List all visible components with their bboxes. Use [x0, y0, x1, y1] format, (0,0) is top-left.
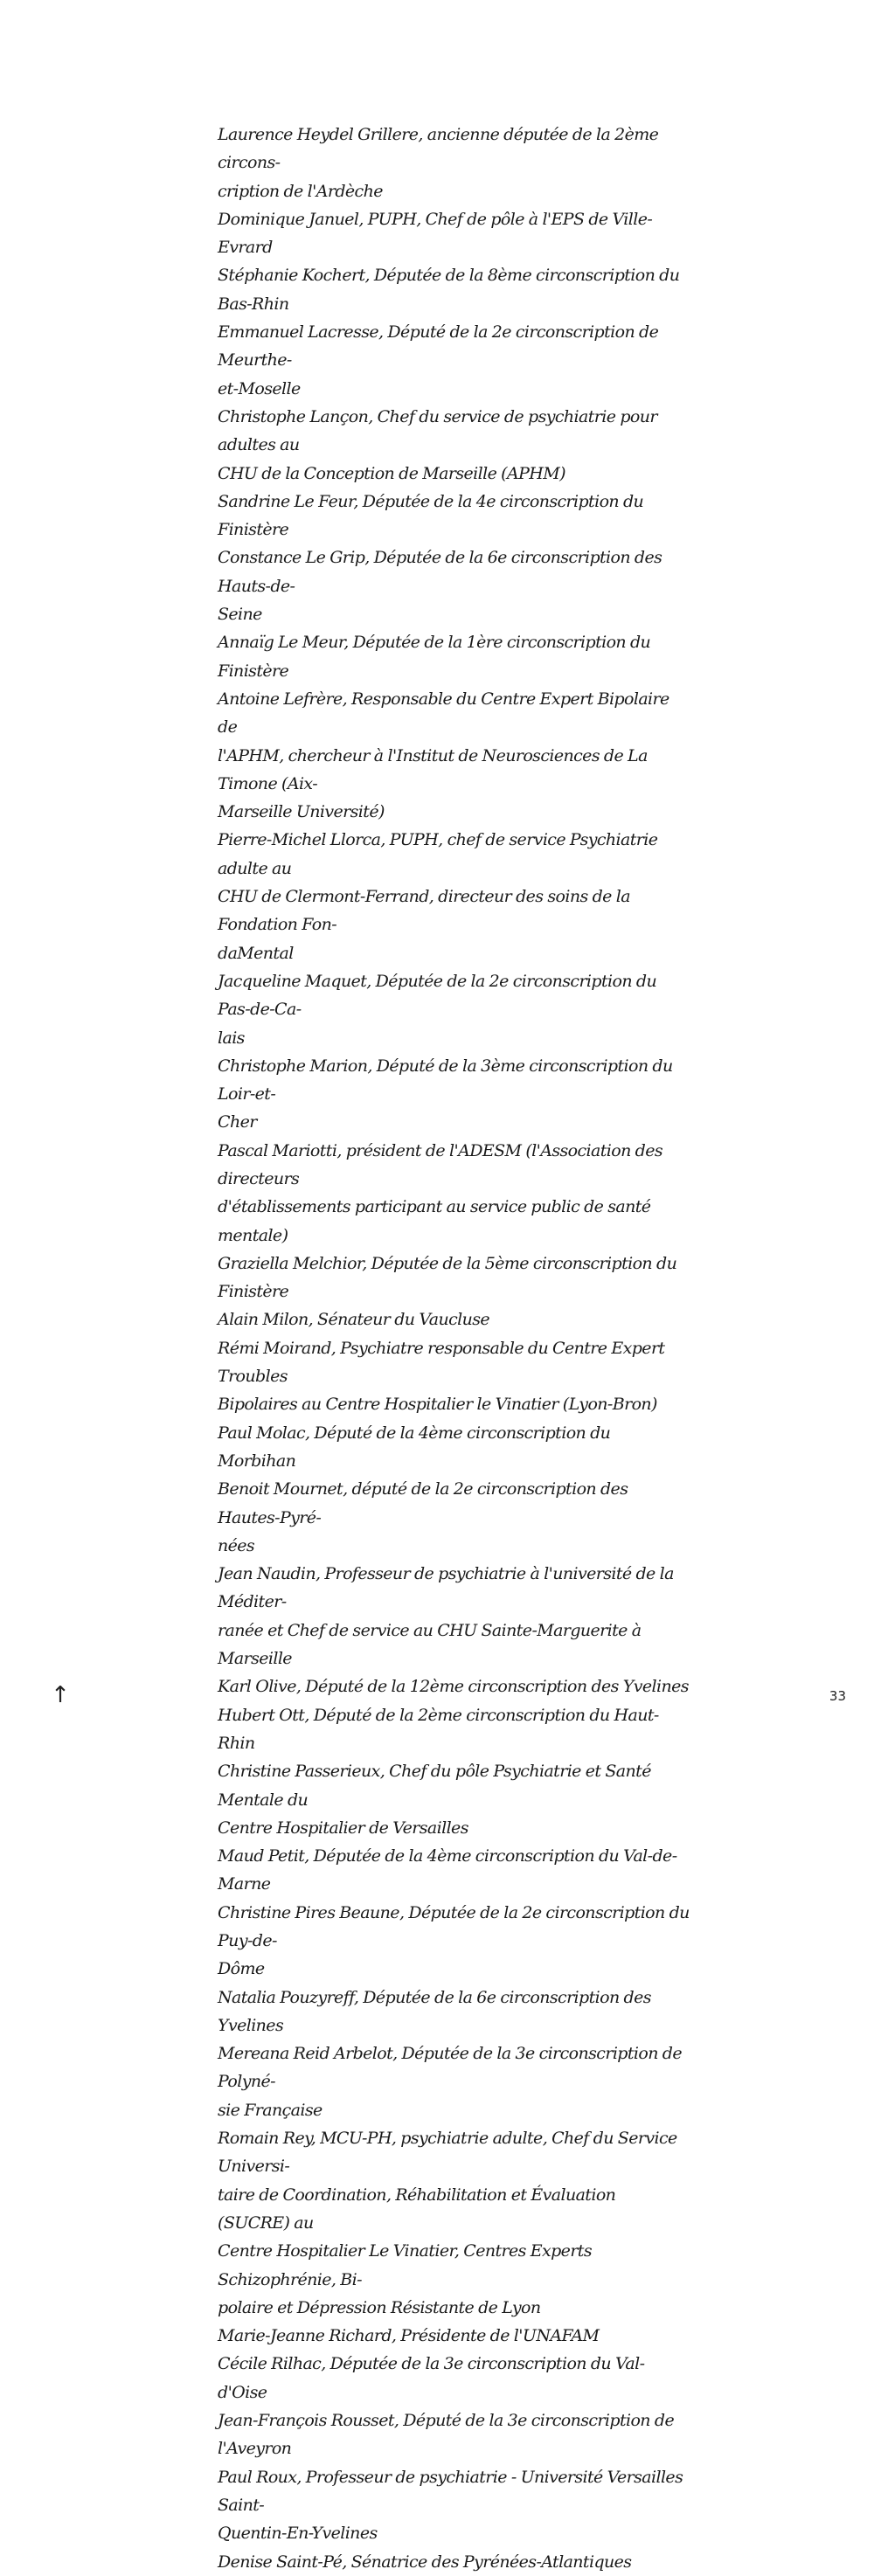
- signatory-entry: Emmanuel Lacresse, Député de la 2e circonscription de Meurthe- et-Moselle: [218, 322, 659, 398]
- signatory-entry: Laurence Heydel Grillere, ancienne députée de la 2ème circons- cription de l'Ardèche: [218, 125, 659, 201]
- page-number: 33: [829, 1688, 846, 1704]
- signatory-entry: Natalia Pouzyreff, Députée de la 6e circonscription des Yvelines: [218, 1987, 651, 2035]
- signatory-entry: Paul Molac, Député de la 4ème circonscription du Morbihan: [218, 1423, 611, 1471]
- signatory-entry: Benoit Mournet, député de la 2e circonscription des Hautes-Pyré- nées: [218, 1479, 628, 1555]
- signatory-entry: Dominique Januel, PUPH, Chef de pôle à l'EPS de Ville-Evrard: [218, 209, 653, 258]
- signatory-entry: Jean-François Rousset, Député de la 3e circonscription de l'Aveyron: [218, 2411, 675, 2459]
- back-to-top-arrow-icon[interactable]: ↑: [51, 1682, 70, 1708]
- signatory-entry: Annaïg Le Meur, Députée de la 1ère circonscription du Finistère: [218, 633, 651, 681]
- signatory-entry: Constance Le Grip, Députée de la 6e circonscription des Hauts-de- Seine: [218, 548, 662, 625]
- signatory-entry: Jacqueline Maquet, Députée de la 2e circonscription du Pas-de-Ca- lais: [218, 971, 657, 1048]
- signatory-entry: Graziella Melchior, Députée de la 5ème circonscription du Finistère: [218, 1253, 677, 1302]
- signatory-entry: Antoine Lefrère, Responsable du Centre Expert Bipolaire de l'APHM, chercheur à l'Institut de Neurosciences de La Timone (Aix- Marseille Université): [218, 689, 669, 822]
- signatory-entry: Paul Roux, Professeur de psychiatrie - Université Versailles Saint- Quentin-En-Yvelines: [218, 2467, 683, 2544]
- signatory-entry: Christophe Marion, Député de la 3ème circonscription du Loir-et- Cher: [218, 1056, 673, 1132]
- signatory-entry: Hubert Ott, Député de la 2ème circonscription du Haut-Rhin: [218, 1705, 659, 1753]
- signatory-entry: Christophe Lançon, Chef du service de psychiatrie pour adultes au CHU de la Conception de Marseille (APHM): [218, 406, 657, 483]
- signatory-entry: Sandrine Le Feur, Députée de la 4e circonscription du Finistère: [218, 491, 644, 540]
- signatory-entry: Marie-Jeanne Richard, Présidente de l'UNAFAM: [218, 2326, 600, 2346]
- signatory-entry: Stéphanie Kochert, Députée de la 8ème circonscription du Bas-Rhin: [218, 266, 680, 314]
- signatory-entry: Alain Milon, Sénateur du Vaucluse: [218, 1310, 490, 1330]
- signatory-entry: Karl Olive, Député de la 12ème circonscription des Yvelines: [218, 1677, 689, 1697]
- signatory-entry: Romain Rey, MCU-PH, psychiatrie adulte, Chef du Service Universi- taire de Coordination, Réhabilitation et Évaluation (SUCRE) au Centre Hospitalier Le Vinatier, Centres Experts Schizophrénie, Bi- polaire et Dépression Résistante de Lyon: [218, 2129, 677, 2317]
- signatory-entry: Cécile Rilhac, Députée de la 3e circonscription du Val-d'Oise: [218, 2354, 645, 2402]
- signatory-entry: Rémi Moirand, Psychiatre responsable du Centre Expert Troubles Bipolaires au Centre Hospitalier le Vinatier (Lyon-Bron): [218, 1338, 665, 1415]
- signatory-entry: Christine Pires Beaune, Députée de la 2e circonscription du Puy-de- Dôme: [218, 1902, 690, 1979]
- signatory-entry: Denise Saint-Pé, Sénatrice des Pyrénées-Atlantiques: [218, 2552, 632, 2572]
- signatory-entry: Pierre-Michel Llorca, PUPH, chef de service Psychiatrie adulte au CHU de Clermont-Ferrand, directeur des soins de la Fondation Fon- daMental: [218, 830, 658, 963]
- signatories-list: [218, 121, 690, 2576]
- signatory-entry: Christine Passerieux, Chef du pôle Psychiatrie et Santé Mentale du Centre Hospitalier de Versailles: [218, 1762, 651, 1838]
- signatory-entry: Maud Petit, Députée de la 4ème circonscription du Val-de-Marne: [218, 1846, 677, 1894]
- signatory-entry: Mereana Reid Arbelot, Députée de la 3e circonscription de Polyné- sie Française: [218, 2044, 682, 2120]
- signatory-entry: Pascal Mariotti, président de l'ADESM (l'Association des directeurs d'établissements participant au service public de santé mentale): [218, 1140, 663, 1245]
- signatory-entry: Jean Naudin, Professeur de psychiatrie à l'université de la Méditer- ranée et Chef de service au CHU Sainte-Marguerite à Marseille: [218, 1564, 674, 1669]
